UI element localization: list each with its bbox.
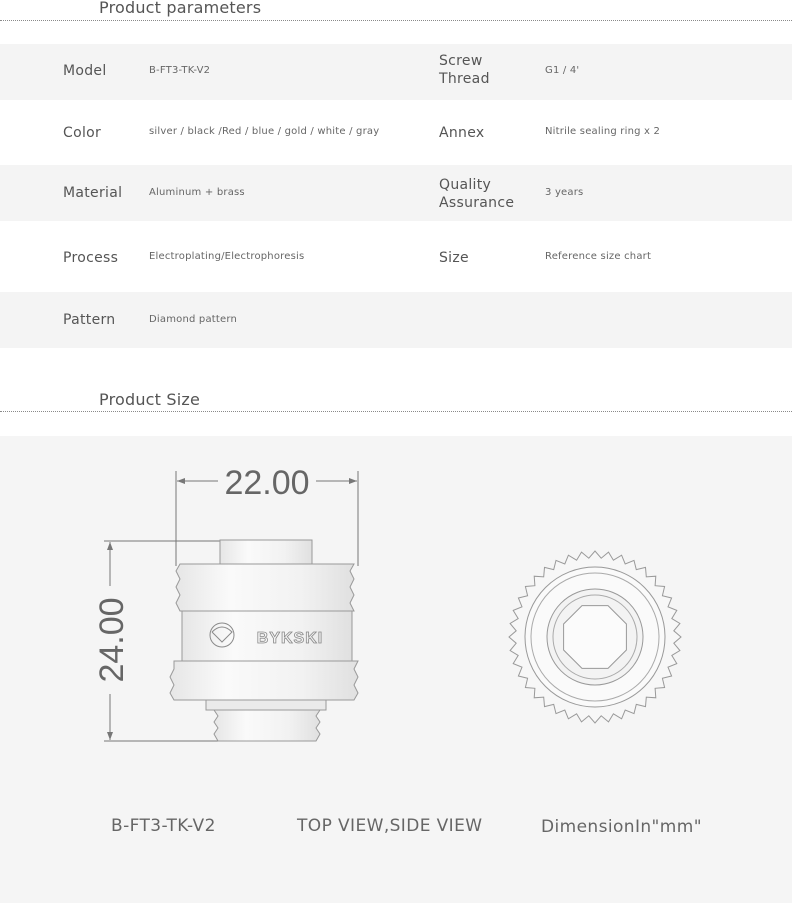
param-label: Pattern — [63, 312, 116, 328]
divider-size — [0, 411, 792, 412]
divider-parameters — [0, 20, 792, 21]
param-label-2: Annex — [439, 125, 485, 141]
param-label-2: Screw Thread — [439, 53, 490, 87]
param-row-model — [0, 44, 792, 100]
param-value: B-FT3-TK-V2 — [149, 65, 211, 76]
param-label: Process — [63, 250, 119, 266]
param-value-2: Nitrile sealing ring x 2 — [545, 126, 661, 137]
param-value-2: 3 years — [545, 187, 584, 198]
param-value: Electroplating/Electrophoresis — [149, 251, 305, 262]
height-dim-label: 24.00 — [93, 597, 131, 683]
param-row-pattern — [0, 292, 792, 348]
section-title-size: Product Size — [99, 390, 201, 409]
caption-model: B-FT3-TK-V2 — [111, 816, 216, 836]
param-value: Diamond pattern — [149, 314, 238, 325]
width-dim-label: 22.00 — [224, 464, 310, 502]
param-value: silver / black /Red / blue / gold / white / gray — [149, 126, 380, 137]
param-value-2: Reference size chart — [545, 251, 652, 262]
logo-text: BYKSKI — [256, 630, 324, 647]
param-label: Color — [63, 125, 102, 141]
caption-views: TOP VIEW,SIDE VIEW — [297, 816, 483, 836]
size-panel — [0, 436, 792, 903]
param-row-color — [0, 104, 792, 160]
section-title-parameters: Product parameters — [99, 0, 262, 17]
param-row-process — [0, 229, 792, 285]
param-label: Model — [63, 63, 107, 79]
caption-unit: DimensionIn"mm" — [541, 817, 702, 837]
param-label: Material — [63, 185, 123, 201]
fitting-top-view — [509, 551, 681, 723]
param-value-2: G1 / 4' — [545, 65, 580, 76]
param-value: Aluminum + brass — [149, 187, 245, 198]
param-label-2: Quality Assurance — [439, 177, 515, 211]
param-label-2: Size — [439, 250, 469, 266]
param-row-material — [0, 165, 792, 221]
